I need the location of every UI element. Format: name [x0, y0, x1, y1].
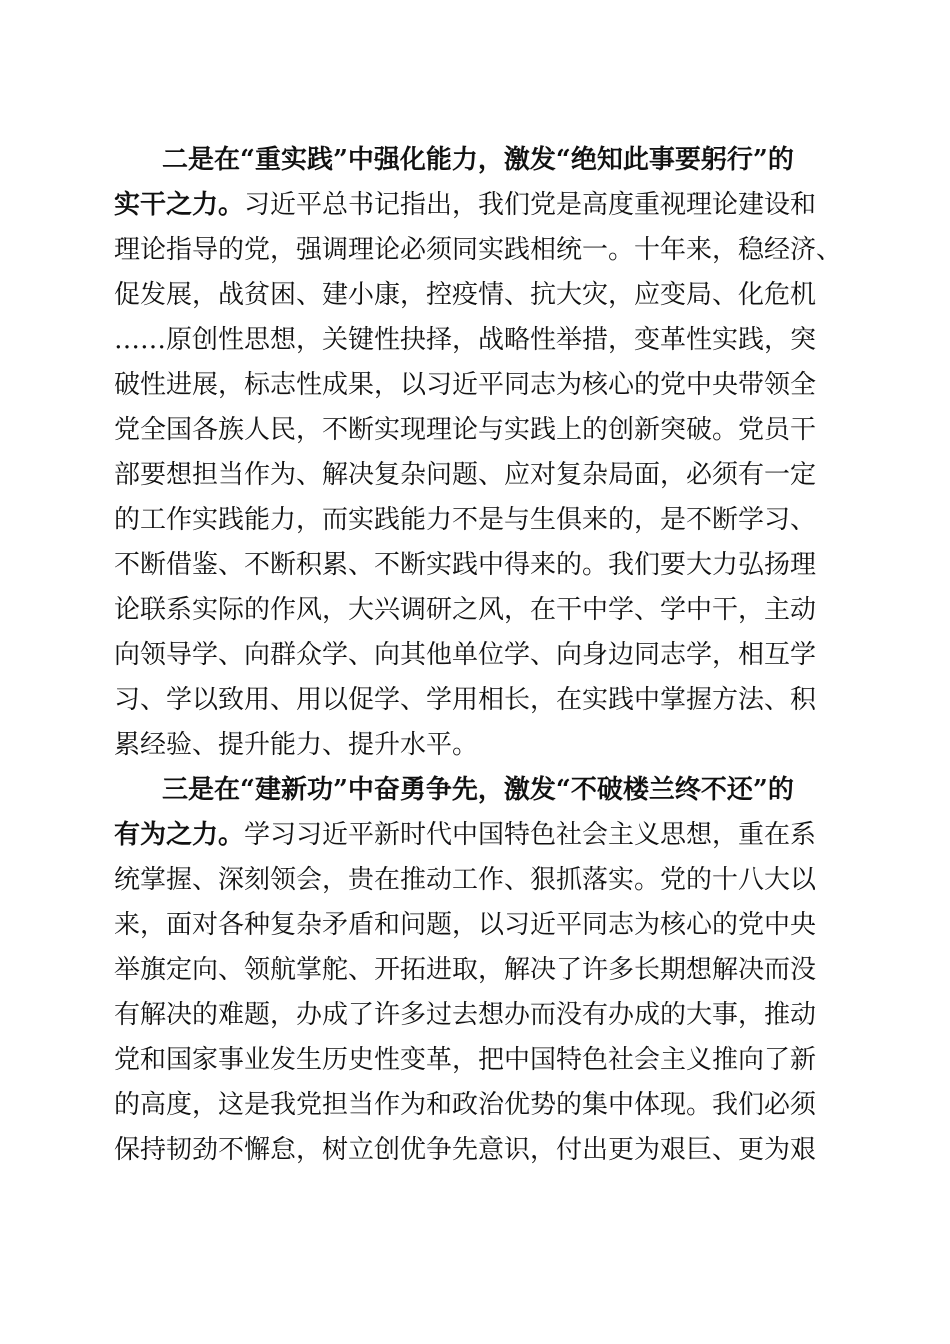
body-text: 习近平总书记指出，我们党是高度重视理论建设和 [244, 190, 817, 220]
paragraph-line: 理论指导的党，强调理论必须同实践相统一。十年来，稳经济、 [114, 235, 843, 265]
paragraph-new-achievements [114, 768, 854, 1173]
heading-tail: 实干之力。 [114, 190, 245, 220]
paragraph-line: 习、学以致用、用以促学、学用相长，在实践中掌握方法、积 [114, 685, 817, 715]
heading-tail: 有为之力。 [114, 820, 245, 850]
paragraph-line: 不断借鉴、不断积累、不断实践中得来的。我们要大力弘扬理 [114, 550, 817, 580]
paragraph-line: 举旗定向、领航掌舵、开拓进取，解决了许多长期想解决而没 [114, 955, 817, 985]
paragraph-heading-line: 二是在“重实践”中强化能力，激发“绝知此事要躬行”的 [162, 145, 794, 175]
paragraph-heading-line: 三是在“建新功”中奋勇争先，激发“不破楼兰终不还”的 [162, 775, 794, 805]
paragraph-line: 破性进展，标志性成果，以习近平同志为核心的党中央带领全 [114, 370, 817, 400]
body-text: 学习习近平新时代中国特色社会主义思想，重在系 [244, 820, 817, 850]
paragraph-line: 促发展，战贫困、建小康，控疫情、抗大灾，应变局、化危机 [114, 280, 817, 310]
paragraph-line: 有解决的难题，办成了许多过去想办而没有办成的大事，推动 [114, 1000, 817, 1030]
paragraph-line [114, 813, 854, 858]
paragraph-line: 的工作实践能力，而实践能力不是与生俱来的，是不断学习、 [114, 505, 817, 535]
paragraph-line: ……原创性思想，关键性抉择，战略性举措，变革性实践，突 [114, 325, 817, 355]
paragraph-line: 的高度，这是我党担当作为和政治优势的集中体现。我们必须 [114, 1090, 817, 1120]
paragraph-line: 来，面对各种复杂矛盾和问题，以习近平同志为核心的党中央 [114, 910, 817, 940]
paragraph-line: 论联系实际的作风，大兴调研之风，在干中学、学中干，主动 [114, 595, 817, 625]
paragraph-line: 统掌握、深刻领会，贵在推动工作、狠抓落实。党的十八大以 [114, 865, 817, 895]
paragraph-line: 党和国家事业发生历史性变革，把中国特色社会主义推向了新 [114, 1045, 817, 1075]
paragraph-practice [114, 138, 854, 768]
paragraph-line [114, 183, 854, 228]
paragraph-line: 保持韧劲不懈怠，树立创优争先意识，付出更为艰巨、更为艰 [114, 1135, 817, 1165]
paragraph-line: 党全国各族人民，不断实现理论与实践上的创新突破。党员干 [114, 415, 817, 445]
paragraph-line: 部要想担当作为、解决复杂问题、应对复杂局面，必须有一定 [114, 460, 817, 490]
paragraph-line: 累经验、提升能力、提升水平。 [114, 730, 479, 760]
paragraph-line: 向领导学、向群众学、向其他单位学、向身边同志学，相互学 [114, 640, 817, 670]
